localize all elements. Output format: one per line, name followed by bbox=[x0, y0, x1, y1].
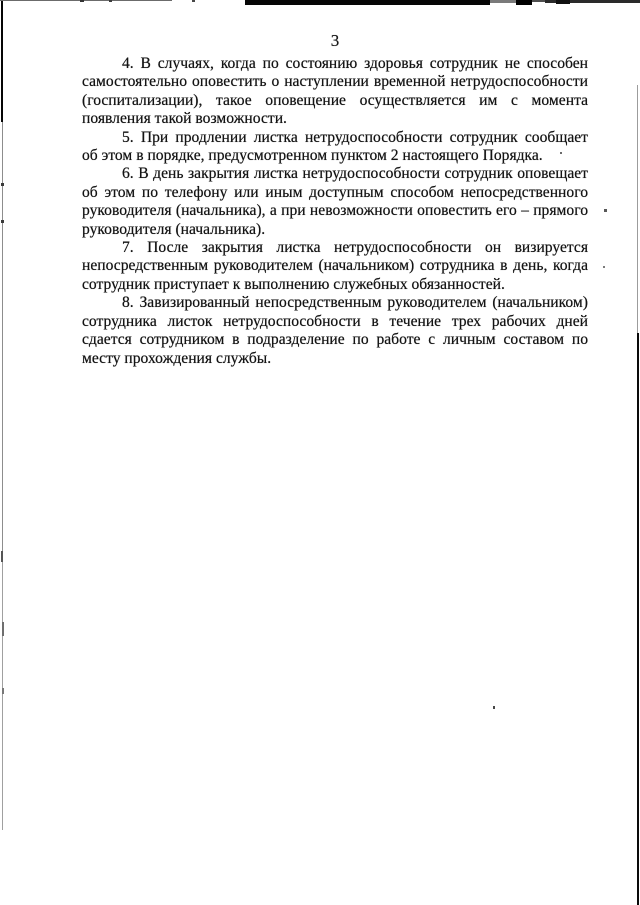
scan-artifact-speck bbox=[493, 706, 495, 709]
paragraph-item-6: 6. В день закрытия листка нетрудоспособности сотрудник оповещает об этом по телефону или иным доступным способом непосредственного руководителя (начальника), а при невозможности оповестить его – прямого руководителя (начальника). bbox=[82, 165, 588, 238]
paragraph-item-8: 8. Завизированный непосредственным руководителем (начальником) сотрудника листок нетрудоспособности в течение трех рабочих дней сдается сотрудником в подразделение по работе с личным составом по месту прохождения службы. bbox=[82, 294, 588, 367]
scan-artifact-right-edge-upper bbox=[637, 85, 638, 333]
paragraph-item-5: 5. При продлении листка нетрудоспособности сотрудник сообщает об этом в порядке, предусмотренном пунктом 2 настоящего Порядка. bbox=[82, 128, 588, 165]
scan-artifact-top-dash bbox=[556, 0, 570, 4]
scan-artifact-top-tick bbox=[80, 0, 84, 2]
scan-artifact-right-edge-lower bbox=[637, 333, 639, 905]
scan-artifact-top-bar-gap bbox=[490, 0, 516, 3]
scan-artifact-top-tick bbox=[109, 0, 112, 2]
scan-artifact-speck bbox=[603, 266, 605, 268]
scan-artifact-top-bar-chunk bbox=[516, 0, 532, 5]
scan-artifact-top-tick bbox=[192, 0, 195, 2]
scan-artifact-left-edge-top bbox=[1, 0, 3, 122]
scan-artifact-left-tick bbox=[1, 183, 4, 186]
scan-artifact-left-tick bbox=[1, 220, 4, 223]
scan-artifact-left-tick bbox=[2, 622, 4, 636]
scan-artifact-left-edge-lower bbox=[2, 562, 3, 830]
scan-artifact-top-bar bbox=[245, 0, 490, 5]
scan-artifact-top-dash-line bbox=[532, 0, 640, 2]
scan-artifact-top-hairline bbox=[0, 0, 172, 1]
page-number: 3 bbox=[330, 31, 340, 50]
document-body bbox=[82, 55, 588, 368]
scan-artifact-top-dash bbox=[545, 0, 640, 3]
scan-artifact-left-tick bbox=[1, 551, 3, 562]
paragraph-item-7: 7. После закрытия листка нетрудоспособности он визируется непосредственным руководителем (начальником) сотрудника в день, когда сотрудник приступает к выполнению служебных обязанностей. bbox=[82, 239, 588, 293]
paragraph-item-4: 4. В случаях, когда по состоянию здоровья сотрудник не способен самостоятельно оповестить о наступлении временной нетрудоспособности (госпитализации), такое оповещение осуществляется им с момента появления такой возможности. bbox=[82, 55, 588, 128]
scan-artifact-left-edge-middle bbox=[2, 122, 3, 562]
scan-artifact-speck bbox=[604, 209, 607, 212]
scan-artifact-left-tick bbox=[2, 688, 4, 694]
